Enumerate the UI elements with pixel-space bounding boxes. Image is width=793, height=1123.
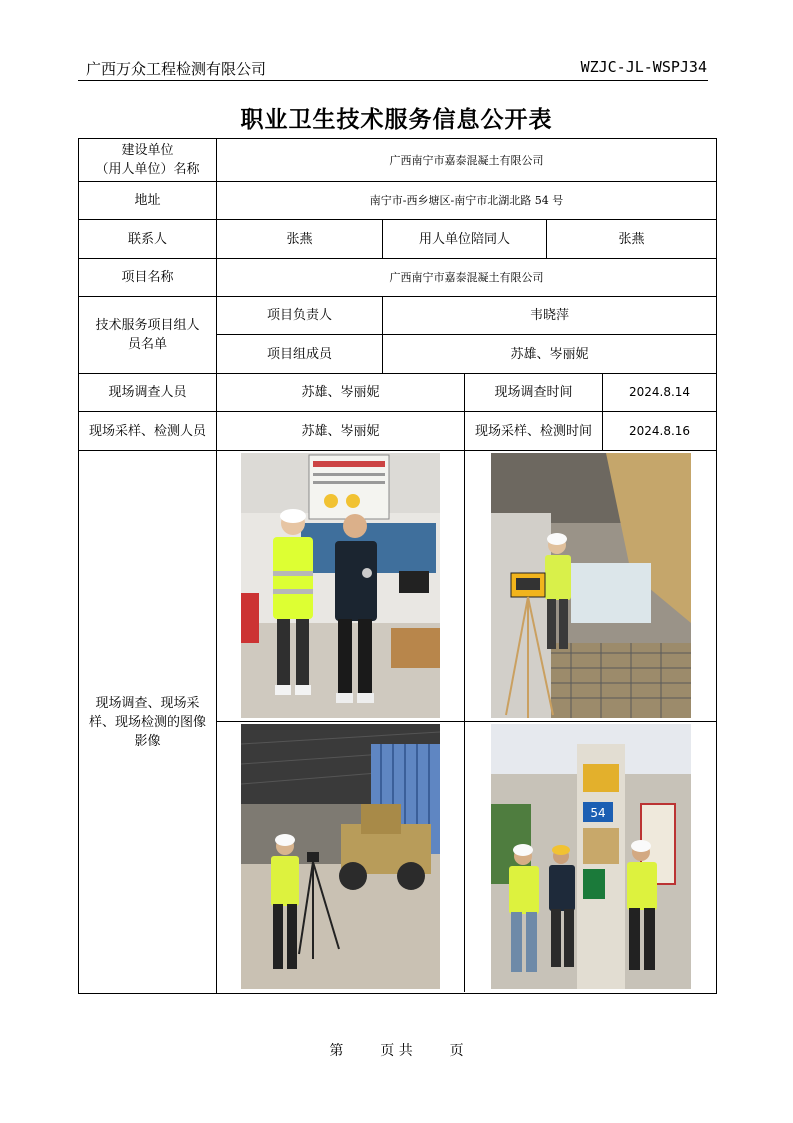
photo-warehouse-monitoring [241,724,440,989]
address-label: 地址 [79,182,217,220]
unit-row [79,139,717,182]
survey-staff-value: 苏雄、岑丽妮 [217,374,465,412]
escort-label: 用人单位陪同人 [383,220,547,259]
survey-time-label: 现场调查时间 [465,374,603,412]
contact-value: 张燕 [217,220,383,259]
header-divider [78,80,708,81]
project-row [79,259,717,297]
address-row [79,182,717,220]
leader-label: 项目负责人 [217,297,383,335]
photo-platform-monitoring [491,453,691,718]
members-label: 项目组成员 [217,335,383,374]
images-label: 现场调查、现场采 样、现场检测的图像 影像 [79,451,217,994]
sampling-time-label: 现场采样、检测时间 [465,412,603,451]
sampling-time-value: 2024.8.16 [603,412,717,451]
photo-office-survey [241,453,440,718]
contact-row [79,220,717,259]
team-label: 技术服务项目组人 员名单 [79,297,217,374]
contact-label: 联系人 [79,220,217,259]
survey-time-value: 2024.8.14 [603,374,717,412]
document-code: WZJC-JL-WSPJ34 [580,58,707,76]
images-row [79,451,717,994]
leader-row [79,297,717,335]
address-value: 南宁市-西乡塘区-南宁市北湖北路 54 号 [217,182,717,220]
members-value: 苏雄、岑丽妮 [383,335,717,374]
sampling-row [79,412,717,451]
survey-staff-label: 现场调查人员 [79,374,217,412]
project-label: 项目名称 [79,259,217,297]
survey-row [79,374,717,412]
company-name: 广西万众工程检测有限公司 [86,60,267,78]
photo-grid [217,451,717,994]
photo-gate-group [491,724,691,989]
sampling-staff-label: 现场采样、检测人员 [79,412,217,451]
house-number: 54 [590,806,606,820]
project-value: 广西南宁市嘉泰混凝土有限公司 [217,259,717,297]
unit-value: 广西南宁市嘉泰混凝土有限公司 [217,139,717,182]
escort-value: 张燕 [547,220,717,259]
page-footer: 第 页 共 页 [329,1043,464,1059]
page-title: 职业卫生技术服务信息公开表 [240,107,553,133]
info-table [78,138,717,994]
leader-value: 韦晓萍 [383,297,717,335]
sampling-staff-value: 苏雄、岑丽妮 [217,412,465,451]
unit-label: 建设单位 （用人单位）名称 [79,139,217,182]
